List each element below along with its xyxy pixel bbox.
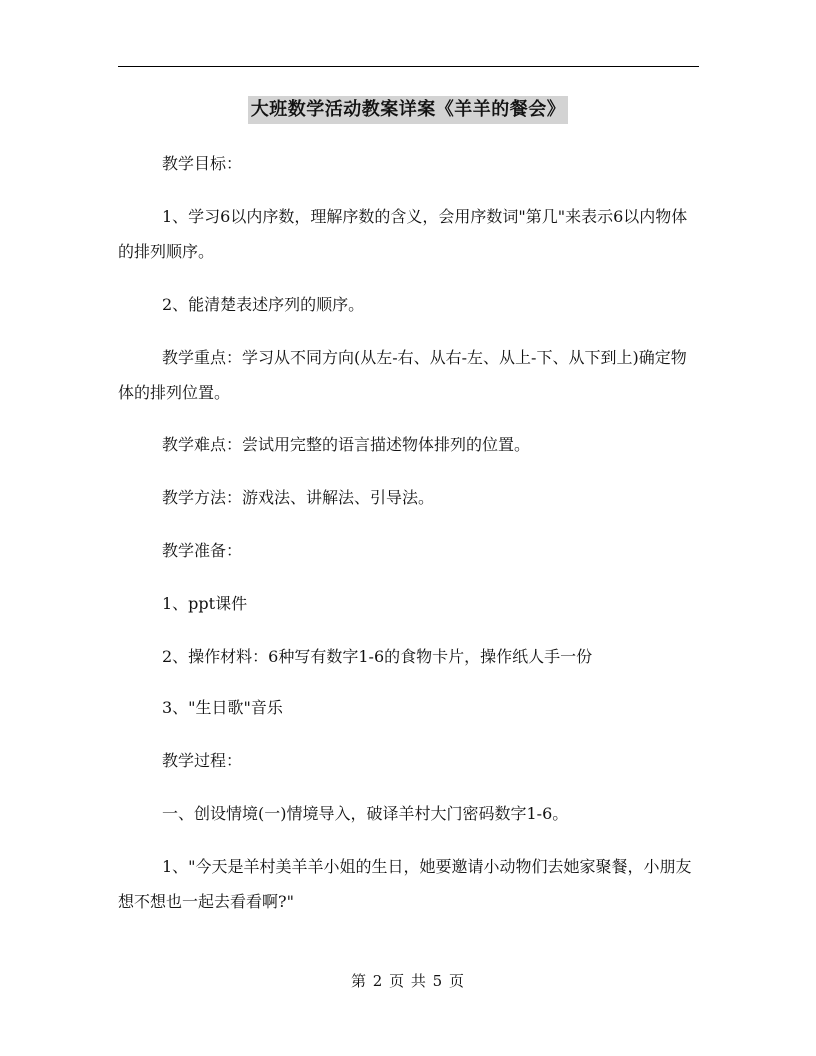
paragraph-objective-2: 2、能清楚表述序列的顺序。: [162, 295, 365, 314]
header-rule: [118, 66, 699, 67]
paragraph-section-1: 一、创设情境(一)情境导入，破译羊村大门密码数字1-6。: [162, 804, 569, 823]
paragraph-objective-1: 1、学习6以内序数，理解序数的含义，会用序数词"第几"来表示6以内物体的排列顺序。: [118, 207, 688, 261]
title-container: [0, 96, 816, 124]
paragraph-difficulties: 教学难点：尝试用完整的语言描述物体排列的位置。: [162, 435, 531, 454]
paragraph-key-points: 教学重点：学习从不同方向(从左-右、从右-左、从上-下、从下到上)确定物体的排列位置。: [118, 348, 687, 402]
document-title: 大班数学活动教案详案《羊羊的餐会》: [248, 96, 569, 124]
paragraph-methods: 教学方法：游戏法、讲解法、引导法。: [162, 488, 435, 507]
paragraph-preparation-2: 2、操作材料：6种写有数字1-6的食物卡片，操作纸人手一份: [162, 647, 593, 666]
paragraph-preparation-1: 1、ppt课件: [162, 594, 248, 613]
paragraph-objectives-heading: 教学目标：: [162, 154, 243, 173]
paragraph-process-heading: 教学过程：: [162, 751, 243, 770]
paragraph-preparation-3: 3、"生日歌"音乐: [162, 698, 283, 717]
page-footer: 第 2 页 共 5 页: [351, 972, 465, 990]
paragraph-step-1: 1、"今天是羊村美羊羊小姐的生日，她要邀请小动物们去她家聚餐，小朋友想不想也一起去看看啊?": [118, 857, 692, 911]
paragraph-preparation-heading: 教学准备：: [162, 541, 243, 560]
